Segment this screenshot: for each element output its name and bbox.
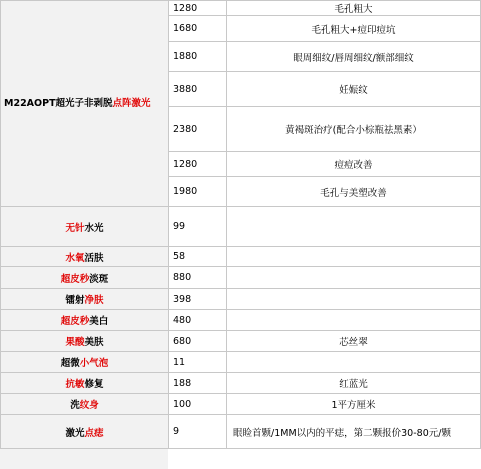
description-cell: 眼睑首颗/1MM以内的平痣，第二颗报价30-80元/颗 bbox=[227, 415, 481, 449]
description-cell: 毛孔粗大 bbox=[227, 1, 481, 16]
price-cell: 11 bbox=[169, 352, 227, 373]
price-cell: 480 bbox=[169, 310, 227, 331]
description-cell bbox=[227, 352, 481, 373]
description-cell: 妊娠纹 bbox=[227, 72, 481, 107]
table-row bbox=[1, 394, 481, 415]
description-cell: 毛孔与美塑改善 bbox=[227, 177, 481, 207]
description-cell: 毛孔粗大+痘印痘坑 bbox=[227, 16, 481, 42]
description-cell: 眼周细纹/唇周细纹/额部细纹 bbox=[227, 42, 481, 72]
description-cell: 痘痘改善 bbox=[227, 152, 481, 177]
treatment-name-cell: 超微小气泡 bbox=[1, 352, 169, 373]
table-row bbox=[1, 289, 481, 310]
description-cell bbox=[227, 247, 481, 267]
price-cell: 1880 bbox=[169, 42, 227, 72]
description-cell: 黄褐斑治疗(配合小棕瓶祛黑素） bbox=[227, 107, 481, 152]
price-cell: 188 bbox=[169, 373, 227, 394]
treatment-name-cell: 镭射净肤 bbox=[1, 289, 169, 310]
description-cell: 芯丝翠 bbox=[227, 331, 481, 352]
price-cell: 680 bbox=[169, 331, 227, 352]
price-cell: 58 bbox=[169, 247, 227, 267]
table-row bbox=[1, 207, 481, 247]
table-row bbox=[1, 415, 481, 449]
price-cell: 2380 bbox=[169, 107, 227, 152]
treatment-name-cell: 无针水光 bbox=[1, 207, 169, 247]
price-cell: 99 bbox=[169, 207, 227, 247]
treatment-name-cell: 洗纹身 bbox=[1, 394, 169, 415]
table-row bbox=[1, 331, 481, 352]
treatment-name-black: M22AOPT超光子非剥脱 bbox=[4, 97, 113, 109]
price-cell: 880 bbox=[169, 267, 227, 289]
price-cell: 100 bbox=[169, 394, 227, 415]
table-row bbox=[1, 1, 481, 16]
table-row bbox=[1, 247, 481, 267]
description-cell: 1平方厘米 bbox=[227, 394, 481, 415]
treatment-name-cell: 超皮秒美白 bbox=[1, 310, 169, 331]
price-cell: 1980 bbox=[169, 177, 227, 207]
price-cell: 3880 bbox=[169, 72, 227, 107]
price-cell: 1280 bbox=[169, 152, 227, 177]
table-row bbox=[1, 267, 481, 289]
price-cell: 398 bbox=[169, 289, 227, 310]
description-cell bbox=[227, 310, 481, 331]
treatment-name-cell: 激光点痣 bbox=[1, 415, 169, 449]
price-cell: 1280 bbox=[169, 1, 227, 16]
table-row bbox=[1, 352, 481, 373]
description-cell bbox=[227, 267, 481, 289]
description-cell bbox=[227, 207, 481, 247]
treatment-name-cell: 抗敏修复 bbox=[1, 373, 169, 394]
price-cell: 1680 bbox=[169, 16, 227, 42]
treatment-name-cell bbox=[1, 1, 169, 207]
treatment-name-cell: 超皮秒淡斑 bbox=[1, 267, 169, 289]
description-cell: 红蓝光 bbox=[227, 373, 481, 394]
table-row bbox=[1, 310, 481, 331]
table-row bbox=[1, 373, 481, 394]
price-cell: 9 bbox=[169, 415, 227, 449]
treatment-name-cell: 水氧活肤 bbox=[1, 247, 169, 267]
description-cell bbox=[227, 289, 481, 310]
treatment-name-cell: 果酸美肤 bbox=[1, 331, 169, 352]
treatment-name-red: 点阵激光 bbox=[112, 97, 151, 109]
